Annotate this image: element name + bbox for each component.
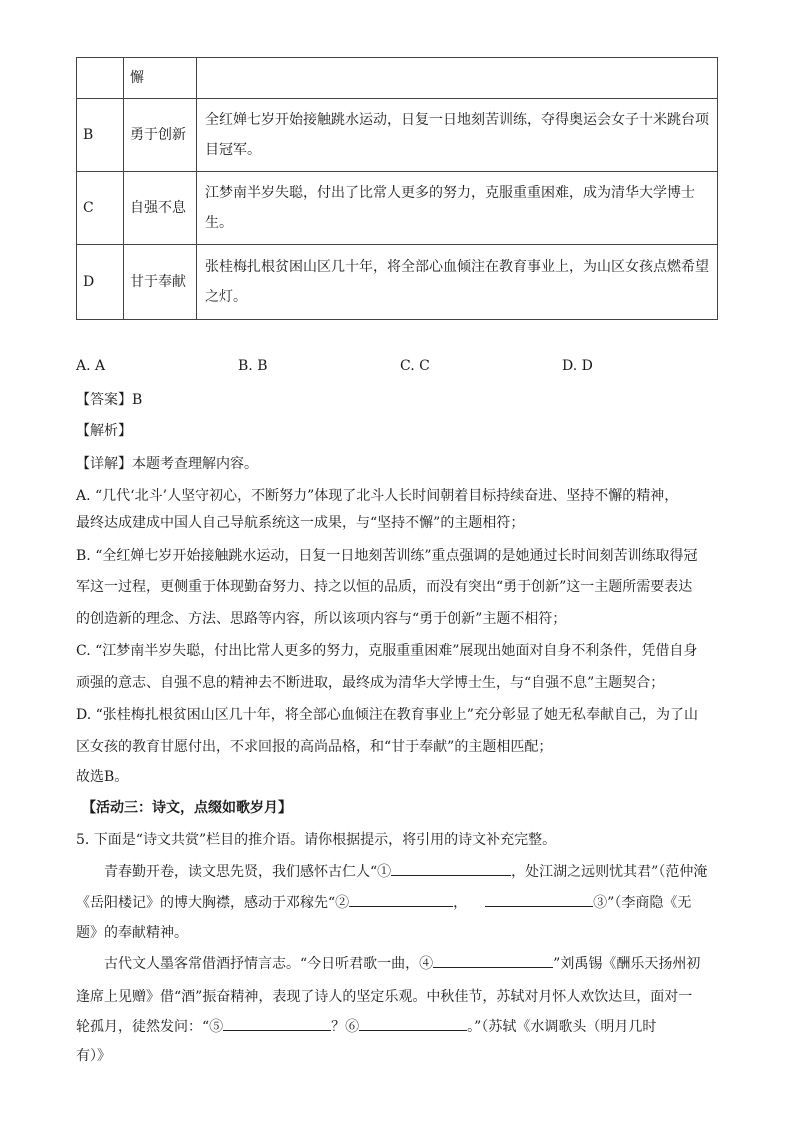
row-content: 江梦南半岁失聪，付出了比常人更多的努力，克服重重困难，成为清华大学博士生。 [197, 172, 718, 245]
row-content: 张桂梅扎根贫困山区几十年，将全部心血倾注在教育事业上，为山区女孩点燃希望之灯。 [197, 245, 718, 320]
row-theme: 勇于创新 [124, 99, 197, 172]
table-row [77, 58, 718, 99]
blank-1[interactable] [391, 861, 511, 876]
para2-line: 轮孤月，徒然发问：“⑤ ？⑥ 。”（苏轼《水调歌头（明月几时 [76, 1016, 656, 1036]
blank-3[interactable] [485, 892, 593, 907]
choice-b: B. B [238, 358, 268, 374]
row-theme: 自强不息 [124, 172, 197, 245]
detail-line: 顽强的意志、自强不息的精神去不断进取，最终成为清华大学博士生，与“自强不息”主题契合； [76, 675, 665, 691]
choice-a: A. A [76, 358, 106, 374]
row-theme: 懈 [124, 58, 197, 99]
detail-line: D. “张桂梅扎根贫困山区几十年，将全部心血倾注在教育事业上”充分彰显了她无私奉献自己，为了山 [76, 707, 698, 723]
choice-c: C. C [400, 358, 430, 374]
detail-line: A. “几代‘北斗’人坚守初心，不断努力”体现了北斗人长时间朝着目标持续奋进、坚持不懈的精神， [76, 488, 679, 504]
choice-d: D. D [562, 358, 593, 374]
para1-line: 《岳阳楼记》的博大胸襟，感动于邓稼先“② ， ③”（李商隐《无 [76, 892, 691, 912]
detail-line: 的创造新的理念、方法、思路等内容，所以该项内容与“勇于创新”主题不相符； [76, 611, 567, 627]
para2-line: 有）》 [76, 1048, 111, 1064]
activity-title: 【活动三：诗文，点缀如歌岁月】 [82, 800, 292, 816]
detail-line: 【详解】本题考查理解内容。 [76, 456, 258, 472]
row-content: 全红婵七岁开始接触跳水运动，日复一日地刻苦训练，夺得奥运会女子十米跳台项目冠军。 [197, 99, 718, 172]
table-row [77, 99, 718, 172]
para2-line: 古代文人墨客常借酒抒情言志。“今日听君歌一曲，④ ”刘禹锡《酬乐天扬州初 [104, 953, 700, 973]
analysis-label: 【解析】 [76, 423, 132, 439]
para1-line: 题》的奉献精神。 [76, 925, 188, 941]
table-row [77, 245, 718, 320]
blank-4[interactable] [433, 953, 553, 968]
answer-line: 【答案】B [76, 392, 143, 408]
row-letter [77, 58, 124, 99]
blank-6[interactable] [359, 1016, 467, 1031]
para1-line: 青春勤开卷，读文思先贤，我们感怀古仁人“① ，处江湖之远则忧其君”（范仲淹 [104, 861, 707, 881]
detail-line: 军这一过程，更侧重于体现勤奋努力、持之以恒的品质，而没有突出“勇于创新”这一主题所需要表达 [76, 579, 693, 595]
table-row [77, 172, 718, 245]
detail-line: 最终达成建成中国人自己导航系统这一成果，与“坚持不懈”的主题相符； [76, 515, 525, 531]
row-letter: C [77, 172, 124, 245]
blank-2[interactable] [349, 892, 453, 907]
question-5: 5. 下面是“诗文共赏”栏目的推介语。请你根据提示，将引用的诗文补充完整。 [76, 832, 557, 848]
blank-5[interactable] [223, 1016, 331, 1031]
row-letter: D [77, 245, 124, 320]
options-table [76, 57, 718, 320]
detail-line: 故选B。 [76, 769, 129, 785]
row-content [197, 58, 718, 99]
detail-line: 区女孩的教育甘愿付出，不求回报的高尚品格，和“甘于奉献”的主题相匹配； [76, 739, 553, 755]
para2-line: 逢席上见赠》借“酒”振奋精神，表现了诗人的坚定乐观。中秋佳节，苏轼对月怀人欢饮达旦，面对一 [76, 989, 693, 1005]
row-letter: B [77, 99, 124, 172]
detail-line: B. “全红婵七岁开始接触跳水运动，日复一日地刻苦训练”重点强调的是她通过长时间刻苦训练取得冠 [76, 548, 698, 564]
row-theme: 甘于奉献 [124, 245, 197, 320]
detail-line: C. “江梦南半岁失聪，付出比常人更多的努力，克服重重困难”展现出她面对自身不利条件，凭借自身 [76, 643, 698, 659]
